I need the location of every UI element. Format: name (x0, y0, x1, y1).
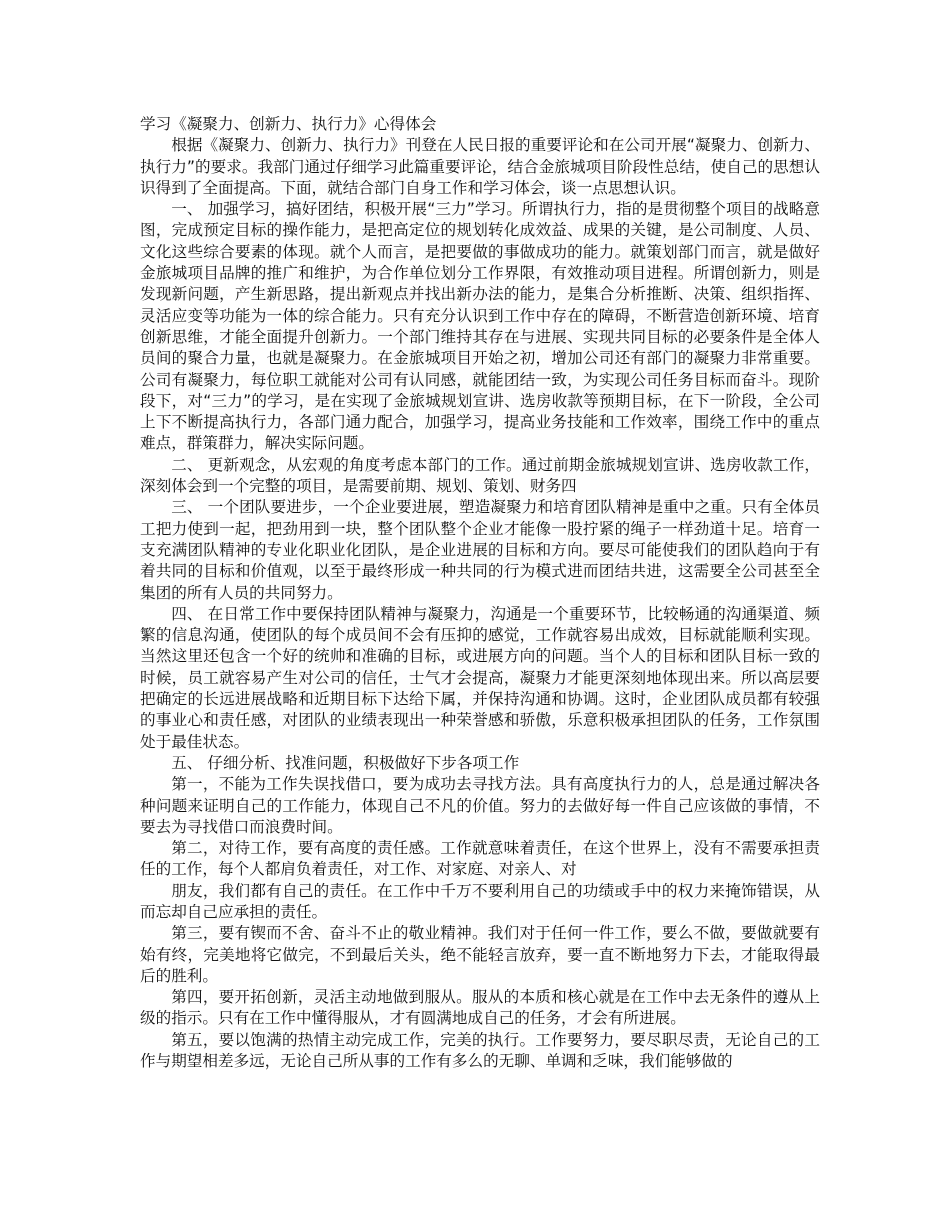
paragraph-point-1: 第一，不能为工作失误找借口，要为成功去寻找方法。具有高度执行力的人，总是通过解决各种问题来证明自己的工作能力，体现自己不凡的价值。努力的去做好每一件自己应该做的事情，不要去为寻找借口而浪费时间。 (140, 775, 820, 836)
document-title: 学习《凝聚力、创新力、执行力》心得体会 (140, 115, 437, 133)
paragraph-section-5-heading: 五、 仔细分析、找准问题，积极做好下步各项工作 (171, 753, 520, 772)
paragraph-section-4: 四、 在日常工作中要保持团队精神与凝聚力，沟通是一个重要环节，比较畅通的沟通渠道、频繁的信息沟通，使团队的每个成员间不会有压抑的感觉，工作就容易出成效，目标就能顺利实现。当然这里还包含一个好的统帅和准确的目标，或进展方向的问题。当个人的目标和团队目标一致的时候，员工就容易产生对公司的信任，士气才会提高，凝聚力才能更深刻地体现出来。所以高层要把确定的长远进展战略和近期目标下达给下属，并保持沟通和协调。这时，企业团队成员都有较强的事业心和责任感，对团队的业绩表现出一种荣誉感和骄傲，乐意积极承担团队的任务，工作氛围处于最佳状态。 (140, 604, 820, 751)
paragraph-section-3: 三、 一个团队要进步，一个企业要进展，塑造凝聚力和培育团队精神是重中之重。只有全体员工把力使到一起，把劲用到一块，整个团队整个企业才能像一股拧紧的绳子一样劲道十足。培育一支充满团队精神的专业化职业化团队，是企业进展的目标和方向。要尽可能使我们的团队趋向于有着共同的目标和价值观，以至于最终形成一种共同的行为模式进而团结共进，这需要全公司甚至全集团的所有人员的共同努力。 (140, 498, 820, 602)
paragraph-point-2-continued: 朋友，我们都有自己的责任。在工作中千万不要利用自己的功绩或手中的权力来掩饰错误，从而忘却自己应承担的责任。 (140, 881, 820, 921)
document-page (140, 114, 820, 1072)
paragraph-point-4: 第四，要开拓创新，灵活主动地做到服从。服从的本质和核心就是在工作中去无条件的遵从上级的指示。只有在工作中懂得服从，才有圆满地成自己的任务，才会有所进展。 (140, 988, 820, 1028)
paragraph-section-2: 二、 更新观念，从宏观的角度考虑本部门的工作。通过前期金旅城规划宣讲、选房收款工作，深刻体会到一个完整的项目，是需要前期、规划、策划、财务四 (140, 455, 820, 496)
paragraph-intro: 根据《凝聚力、创新力、执行力》刊登在人民日报的重要评论和在公司开展“凝聚力、创新力、执行力”的要求。我部门通过仔细学习此篇重要评论，结合金旅城项目阶段性总结，使自己的思想认识得到了全面提高。下面，就结合部门自身工作和学习体会，谈一点思想认识。 (140, 136, 820, 197)
paragraph-point-5: 第五，要以饱满的热情主动完成工作，完美的执行。工作要努力，要尽职尽责，无论自己的工作与期望相差多远，无论自己所从事的工作有多么的无聊、单调和乏味，我们能够做的 (140, 1030, 820, 1071)
paragraph-section-1: 一、 加强学习，搞好团结，积极开展“三力”学习。所谓执行力，指的是贯彻整个项目的战略意图，完成预定目标的操作能力，是把高定位的规划转化成效益、成果的关键，是公司制度、人员、文化这些综合要素的体现。就个人而言，是把要做的事做成功的能力。就策划部门而言，就是做好金旅城项目品牌的推广和维护，为合作单位划分工作界限，有效推动项目进程。所谓创新力，则是发现新问题，产生新思路，提出新观点并找出新办法的能力，是集合分析推断、决策、组织指挥、灵活应变等功能为一体的综合能力。只有充分认识到工作中存在的障碍，不断营造创新环境、培育创新思维，才能全面提升创新力。一个部门维持其存在与进展、实现共同目标的必要条件是全体人员间的聚合力量，也就是凝聚力。在金旅城项目开始之初，增加公司还有部门的凝聚力非常重要。公司有凝聚力，每位职工就能对公司有认同感，就能团结一致，为实现公司任务目标而奋斗。现阶段下，对“三力”的学习，是在实现了金旅城规划宣讲、选房收款等预期目标，在下一阶段，全公司上下不断提高执行力，各部门通力配合，加强学习，提高业务技能和工作效率，围绕工作中的重点难点，群策群力，解决实际问题。 (140, 200, 820, 453)
paragraph-point-3: 第三，要有锲而不舍、奋斗不止的敬业精神。我们对于任何一件工作，要么不做，要做就要有始有终，完美地将它做完，不到最后关头，绝不能轻言放弃，要一直不断地努力下去，才能取得最后的胜利。 (140, 924, 820, 985)
paragraph-point-2: 第二，对待工作，要有高度的责任感。工作就意味着责任，在这个世界上，没有不需要承担责任的工作，每个人都肩负着责任，对工作、对家庭、对亲人、对 (140, 839, 820, 879)
